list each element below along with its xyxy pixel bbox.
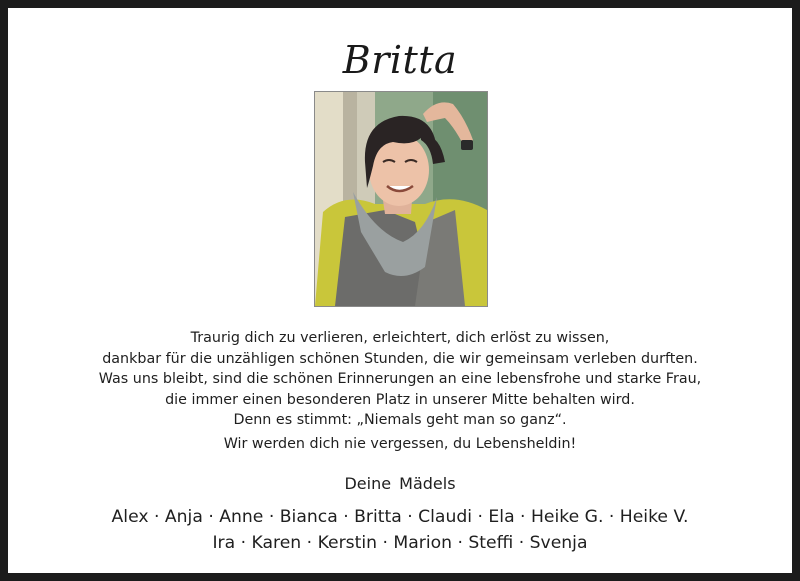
memorial-verse bbox=[8, 328, 792, 431]
verse-line: dankbar für die unzähligen schönen Stunden, die wir gemeinsam verleben durften. bbox=[102, 350, 698, 367]
portrait-photo bbox=[314, 91, 488, 307]
deceased-name: Britta bbox=[342, 38, 458, 82]
verse-line: Traurig dich zu verlieren, erleichtert, dich erlöst zu wissen, bbox=[190, 330, 610, 346]
signature-names bbox=[8, 504, 792, 556]
signature-group: Deine Mädels bbox=[344, 474, 456, 493]
names-line: Alex · Anja · Anne · Bianca · Britta · Claudi · Ela · Heike G. · Heike V. bbox=[111, 507, 689, 527]
verse-line: Was uns bleibt, sind die schönen Erinnerungen an eine lebensfrohe und starke Frau, bbox=[98, 371, 702, 387]
obituary-card bbox=[8, 8, 792, 573]
verse-line: Denn es stimmt: „Niemals geht man so ganz“. bbox=[233, 412, 567, 428]
verse-line: die immer einen besonderen Platz in unserer Mitte behalten wird. bbox=[165, 391, 635, 408]
names-line: Ira · Karen · Kerstin · Marion · Steffi · Svenja bbox=[212, 533, 588, 553]
farewell-line: Wir werden dich nie vergessen, du Lebensheldin! bbox=[223, 436, 577, 452]
